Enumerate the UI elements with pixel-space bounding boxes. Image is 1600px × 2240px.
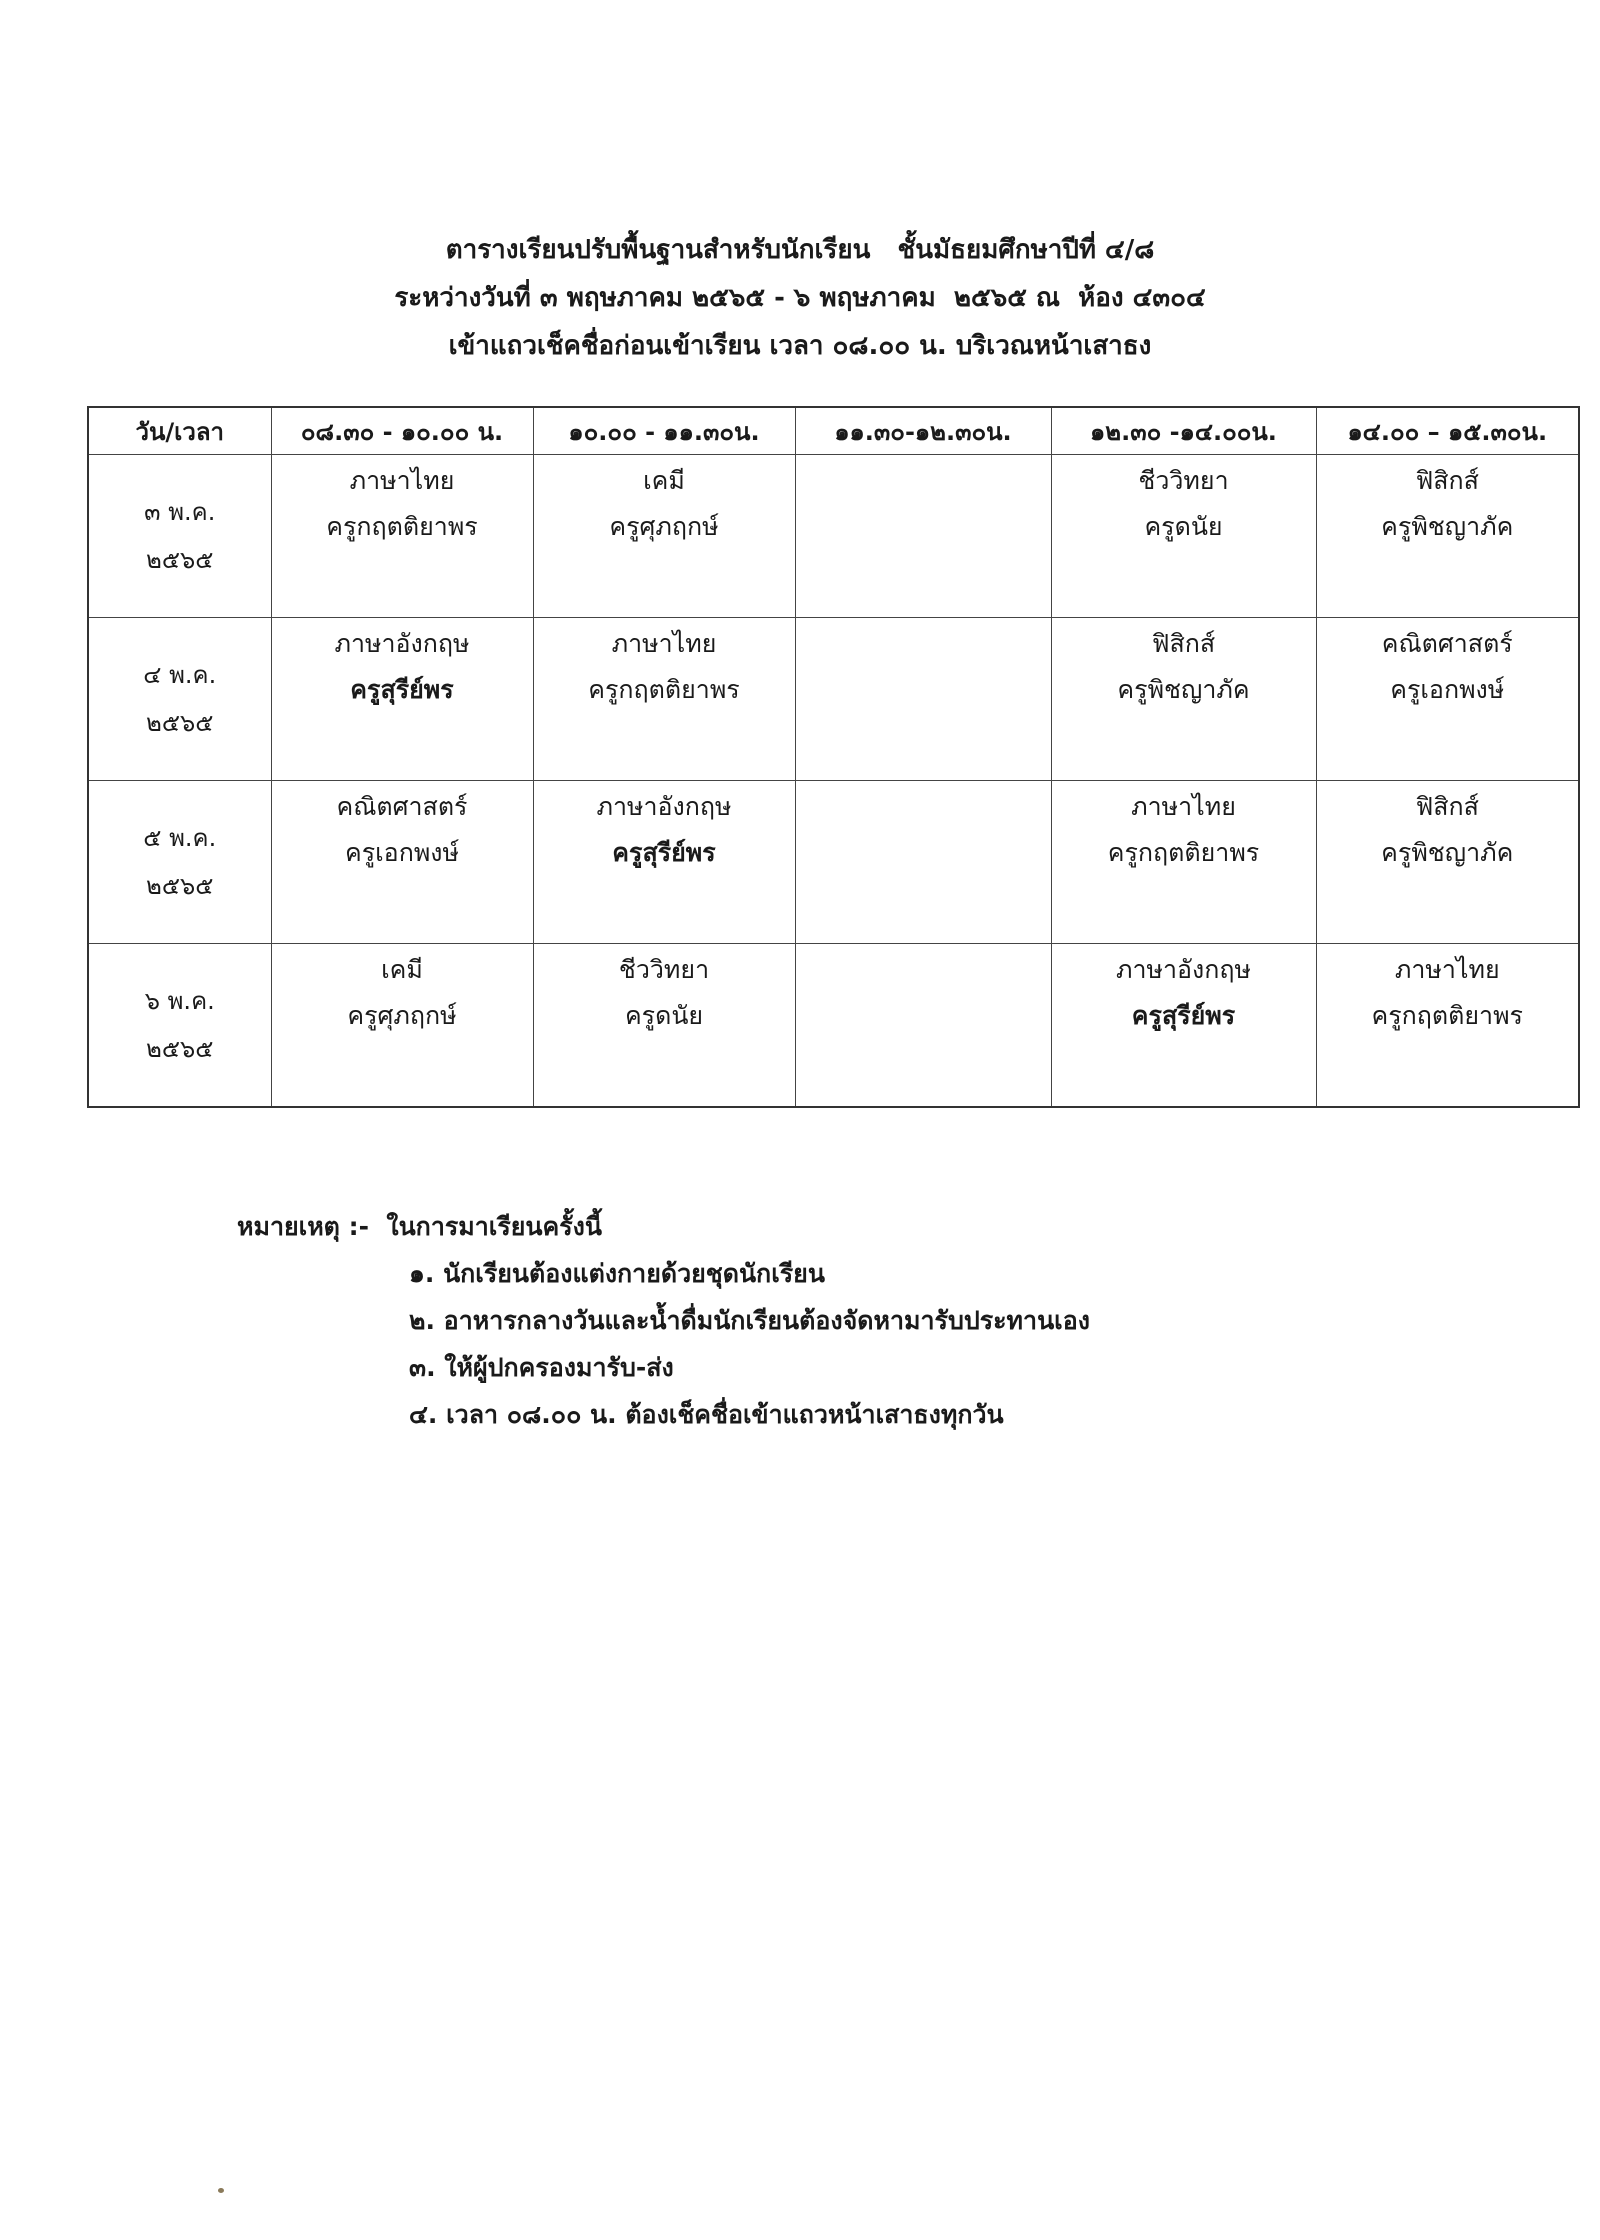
lunch-cell [795, 618, 1051, 781]
class-cell [271, 944, 533, 1108]
document-header [0, 226, 1600, 370]
subject-name: ภาษาอังกฤษ [334, 629, 470, 658]
header-slot-4: ๑๒.๓๐ -๑๔.๐๐น. [1051, 407, 1316, 455]
class-cell [1316, 944, 1579, 1108]
subject-name: เคมี [381, 955, 423, 984]
day-date: ๓ พ.ค. [144, 498, 216, 526]
class-cell [533, 781, 795, 944]
subject-name: ภาษาไทย [349, 466, 455, 495]
subject-name: ภาษาอังกฤษ [1115, 955, 1251, 984]
header-slot-1: ๐๘.๓๐ - ๑๐.๐๐ น. [271, 407, 533, 455]
lunch-cell [795, 455, 1051, 618]
teacher-name: ครูศุภฤกษ์ [347, 1001, 457, 1030]
header-slot-5: ๑๔.๐๐ – ๑๕.๓๐น. [1316, 407, 1579, 455]
title-line-2: ระหว่างวันที่ ๓ พฤษภาคม ๒๕๖๕ - ๖ พฤษภาคม ๒๕๖๕ ณ ห้อง ๔๓๐๔ [394, 283, 1206, 313]
subject-name: ฟิสิกส์ [1151, 629, 1216, 658]
lunch-cell [795, 944, 1051, 1108]
teacher-name: ครูดนัย [1144, 512, 1223, 541]
note-item: ๒. อาหารกลางวันและน้ำดื่มนักเรียนต้องจัดหามารับประทานเอง [409, 1306, 1090, 1335]
subject-name [796, 781, 1051, 791]
class-cell [533, 944, 795, 1108]
paper-speck [218, 2188, 224, 2193]
subject-name: ฟิสิกส์ [1415, 792, 1479, 821]
teacher-name: ครูสุรีย์พร [612, 838, 716, 867]
subject-name [796, 618, 1051, 628]
subject-name: ภาษาไทย [1394, 955, 1500, 984]
class-cell [1316, 618, 1579, 781]
teacher-name: ครูพิชญาภัค [1381, 512, 1514, 541]
table-row [88, 781, 1579, 944]
day-cell [88, 618, 271, 781]
subject-name: คณิตศาสตร์ [336, 792, 468, 821]
teacher-name: ครูสุรีย์พร [1131, 1001, 1236, 1030]
subject-name: คณิตศาสตร์ [1381, 629, 1513, 658]
subject-name: ฟิสิกส์ [1415, 466, 1479, 495]
class-cell [533, 618, 795, 781]
subject-name [796, 944, 1051, 954]
table-row [88, 455, 1579, 618]
header-slot-2: ๑๐.๐๐ - ๑๑.๓๐น. [533, 407, 795, 455]
subject-name: ภาษาไทย [611, 629, 717, 658]
table-row [88, 944, 1579, 1108]
class-cell [1051, 944, 1316, 1108]
class-cell [1051, 455, 1316, 618]
day-date: ๕ พ.ค. [143, 824, 217, 852]
day-date: ๔ พ.ค. [143, 661, 217, 689]
note-item: ๓. ให้ผู้ปกครองมารับ-ส่ง [409, 1353, 674, 1382]
class-cell [533, 455, 795, 618]
day-year: ๒๕๖๕ [146, 709, 214, 737]
teacher-name: ครูสุรีย์พร [350, 675, 454, 704]
subject-name [796, 455, 1051, 465]
class-cell [1051, 618, 1316, 781]
subject-name: เคมี [643, 466, 685, 495]
teacher-name: ครูกฤตติยาพร [588, 675, 740, 704]
teacher-name [796, 954, 1051, 968]
class-cell [271, 618, 533, 781]
teacher-name [796, 465, 1051, 479]
class-cell [1051, 781, 1316, 944]
class-cell [1316, 455, 1579, 618]
teacher-name: ครูเอกพงษ์ [1390, 675, 1505, 704]
teacher-name: ครูศุภฤกษ์ [609, 512, 719, 541]
notes-list [237, 1250, 1537, 1438]
schedule-table [87, 406, 1580, 1108]
notes-section [237, 1204, 1537, 1438]
day-cell [88, 944, 271, 1108]
class-cell [271, 781, 533, 944]
teacher-name: ครูพิชญาภัค [1117, 675, 1250, 704]
subject-name: ภาษาอังกฤษ [596, 792, 732, 821]
day-date: ๖ พ.ค. [144, 987, 215, 1015]
teacher-name: ครูเอกพงษ์ [344, 838, 459, 867]
day-cell [88, 781, 271, 944]
teacher-name: ครูกฤตติยาพร [1107, 838, 1260, 867]
subject-name: ชีววิทยา [1138, 466, 1229, 495]
day-year: ๒๕๖๕ [146, 546, 214, 574]
table-row [88, 618, 1579, 781]
subject-name: ชีววิทยา [618, 955, 710, 984]
header-day-time: วัน/เวลา [88, 407, 271, 455]
lunch-cell [795, 781, 1051, 944]
notes-label: หมายเหตุ :- ในการมาเรียนครั้งนี้ [237, 1212, 602, 1241]
teacher-name: ครูกฤตติยาพร [326, 512, 478, 541]
header-slot-3: ๑๑.๓๐-๑๒.๓๐น. [795, 407, 1051, 455]
teacher-name [796, 628, 1051, 642]
teacher-name: ครูกฤตติยาพร [1371, 1001, 1523, 1030]
note-item: ๔. เวลา ๐๘.๐๐ น. ต้องเช็คชื่อเข้าแถวหน้าเสาธงทุกวัน [409, 1400, 1004, 1429]
teacher-name [796, 791, 1051, 805]
day-year: ๒๕๖๕ [146, 1035, 214, 1063]
subject-name: ภาษาไทย [1131, 792, 1236, 821]
schedule-header-row [88, 407, 1579, 455]
teacher-name: ครูพิชญาภัค [1381, 838, 1514, 867]
note-item: ๑. นักเรียนต้องแต่งกายด้วยชุดนักเรียน [409, 1259, 825, 1288]
day-year: ๒๕๖๕ [146, 872, 214, 900]
class-cell [271, 455, 533, 618]
teacher-name: ครูดนัย [624, 1001, 704, 1030]
class-cell [1316, 781, 1579, 944]
title-line-3: เข้าแถวเช็คชื่อก่อนเข้าเรียน เวลา ๐๘.๐๐ น. บริเวณหน้าเสาธง [448, 331, 1152, 361]
title-line-1: ตารางเรียนปรับพื้นฐานสำหรับนักเรียน ชั้นมัธยมศึกษาปีที่ ๔/๘ [445, 235, 1155, 265]
day-cell [88, 455, 271, 618]
